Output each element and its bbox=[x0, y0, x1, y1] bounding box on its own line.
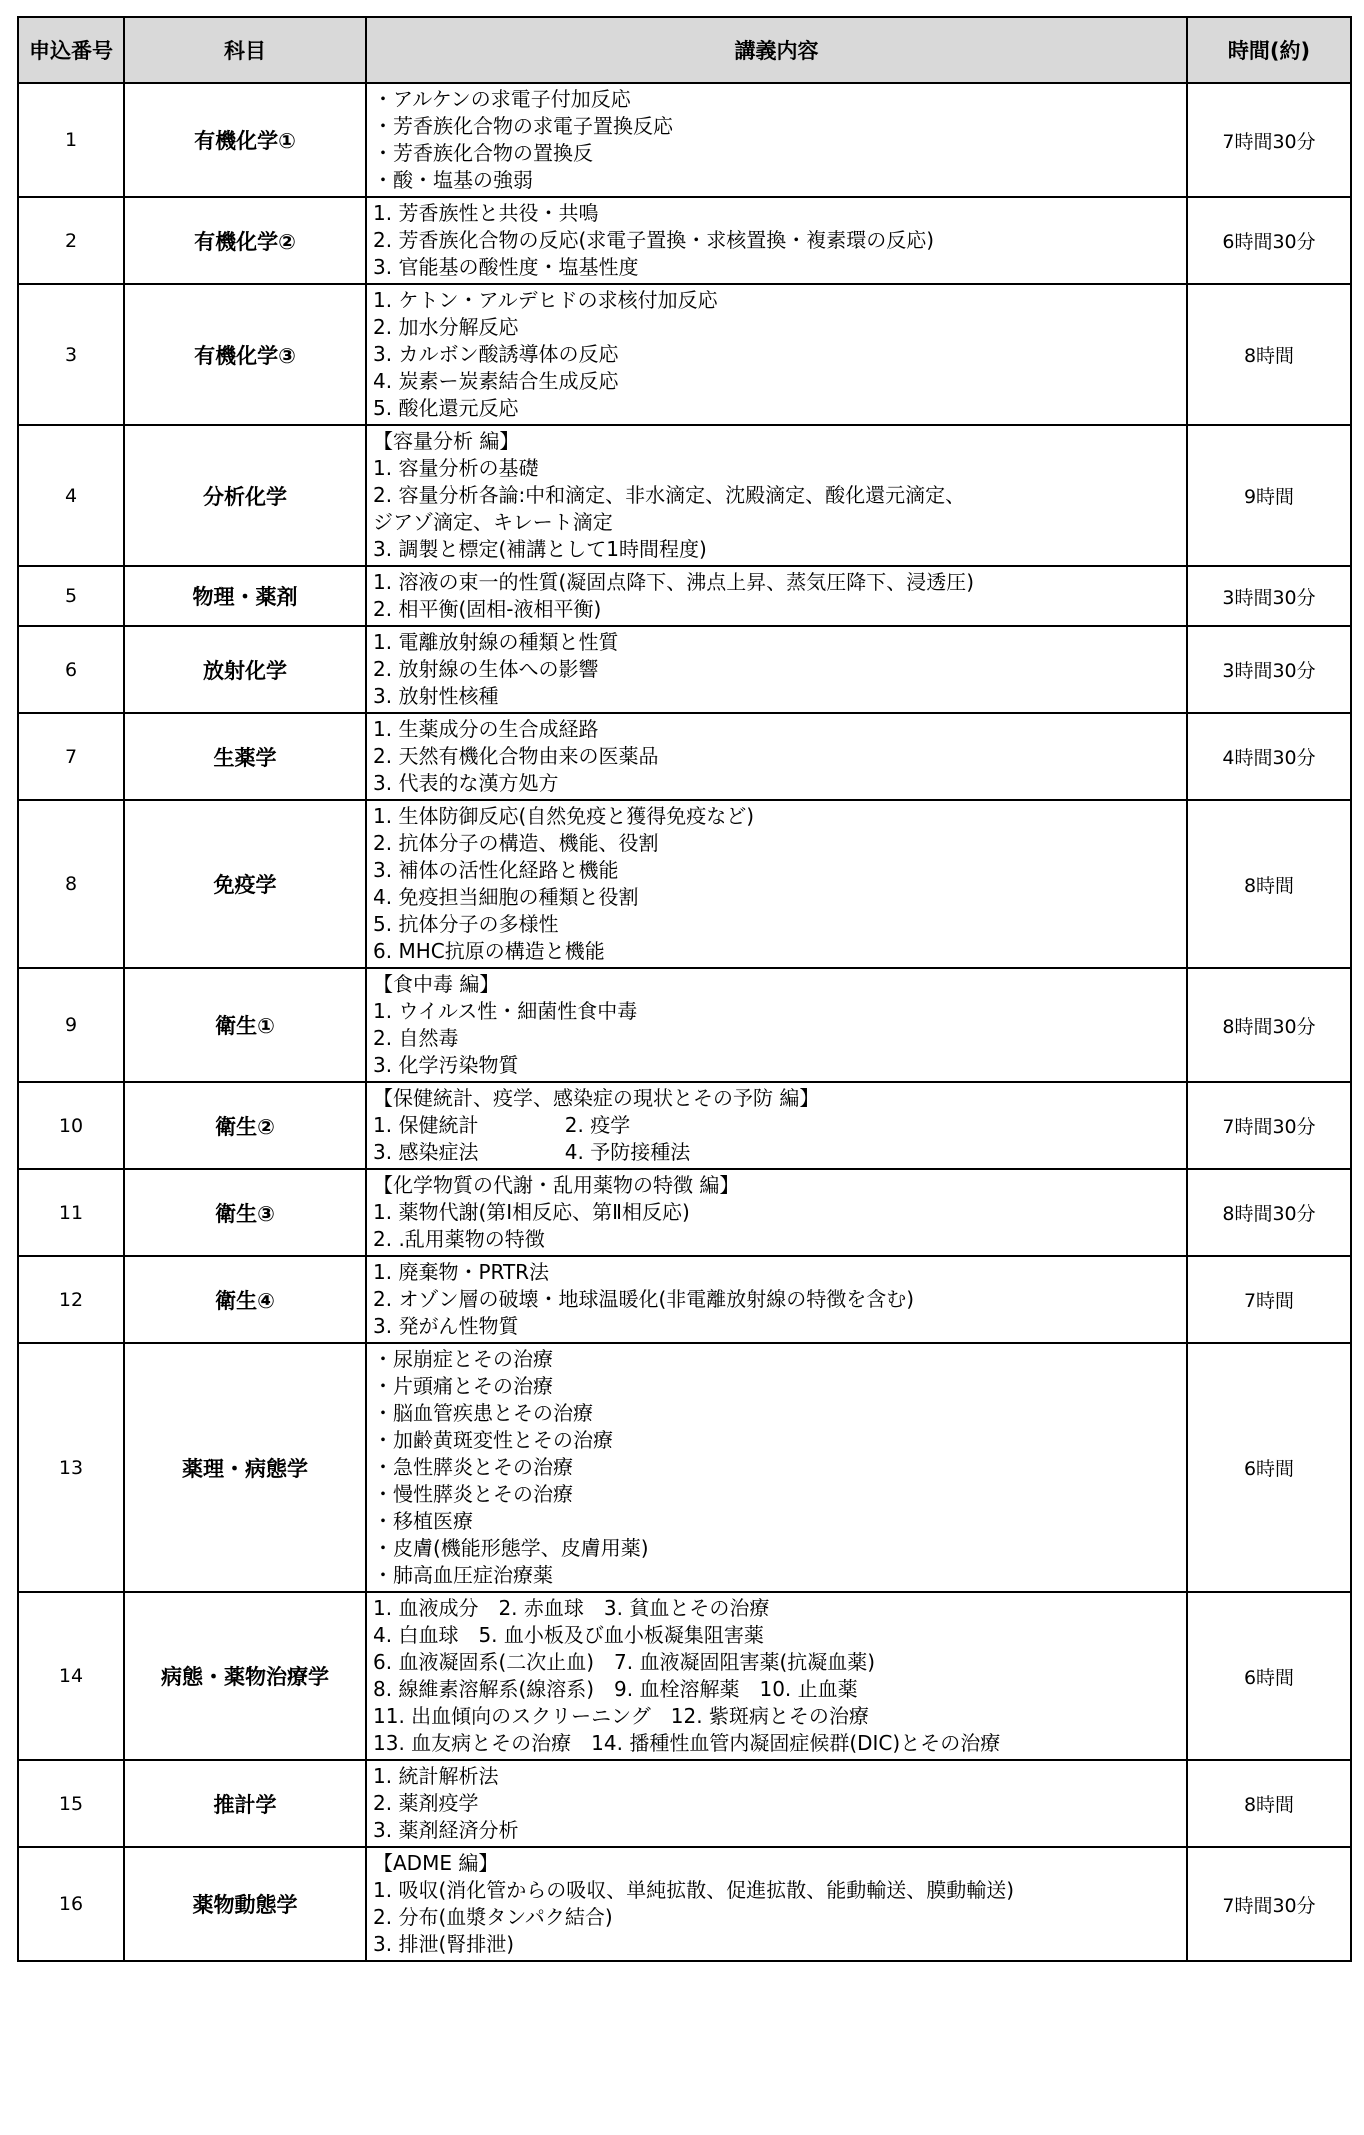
lecture-content-line: 2. 容量分析各論:中和滴定、非水滴定、沈殿滴定、酸化還元滴定、 bbox=[373, 483, 966, 507]
application-number: 4 bbox=[18, 425, 124, 566]
lecture-time: 8時間 bbox=[1187, 800, 1351, 968]
lecture-time: 4時間30分 bbox=[1187, 713, 1351, 800]
lecture-content-line: 2. 芳香族化合物の反応(求電子置換・求核置換・複素環の反応) bbox=[373, 228, 935, 252]
lecture-content-line: 3. 排泄(腎排泄) bbox=[373, 1932, 515, 1956]
lecture-content bbox=[366, 1343, 1187, 1592]
lecture-content bbox=[366, 1847, 1187, 1961]
table-row bbox=[18, 1256, 1351, 1343]
lecture-content-line: ・慢性膵炎とその治療 bbox=[373, 1482, 573, 1506]
lecture-content-line: 【容量分析 編】 bbox=[373, 429, 520, 453]
lecture-content bbox=[366, 968, 1187, 1082]
lecture-content-line: 3. 官能基の酸性度・塩基性度 bbox=[373, 255, 639, 279]
lecture-content-line: 1. 容量分析の基礎 bbox=[373, 456, 539, 480]
application-number: 14 bbox=[18, 1592, 124, 1760]
lecture-content-line: ・尿崩症とその治療 bbox=[373, 1347, 553, 1371]
lecture-content bbox=[366, 566, 1187, 626]
lecture-time: 6時間 bbox=[1187, 1343, 1351, 1592]
lecture-content-line: 1. 薬物代謝(第Ⅰ相反応、第Ⅱ相反応) bbox=[373, 1200, 690, 1224]
lecture-content-line: 3. カルボン酸誘導体の反応 bbox=[373, 342, 619, 366]
lecture-content-line: 2. 自然毒 bbox=[373, 1026, 459, 1050]
subject-name: 分析化学 bbox=[124, 425, 366, 566]
subject-name: 放射化学 bbox=[124, 626, 366, 713]
lecture-content-line: ジアゾ滴定、キレート滴定 bbox=[373, 510, 613, 534]
table-row bbox=[18, 1847, 1351, 1961]
application-number: 3 bbox=[18, 284, 124, 425]
lecture-content-line: 2. 相平衡(固相-液相平衡) bbox=[373, 597, 602, 621]
lecture-content-line: 5. 抗体分子の多様性 bbox=[373, 912, 559, 936]
lecture-content-line: 1. ケトン・アルデヒドの求核付加反応 bbox=[373, 288, 718, 312]
subject-name: 物理・薬剤 bbox=[124, 566, 366, 626]
subject-name: 有機化学③ bbox=[124, 284, 366, 425]
table-header-row bbox=[18, 17, 1351, 83]
lecture-content-line: 【ADME 編】 bbox=[373, 1851, 499, 1875]
lecture-content bbox=[366, 1082, 1187, 1169]
lecture-content-line: ・芳香族化合物の求電子置換反応 bbox=[373, 114, 673, 138]
lecture-content-line: 3. 発がん性物質 bbox=[373, 1314, 519, 1338]
table-body bbox=[18, 83, 1351, 1961]
lecture-content-line: 3. 補体の活性化経路と機能 bbox=[373, 858, 619, 882]
lecture-content bbox=[366, 713, 1187, 800]
lecture-content-line: 1. 保健統計 2. 疫学 bbox=[373, 1113, 631, 1137]
lecture-content-line: ・芳香族化合物の置換反 bbox=[373, 141, 593, 165]
table-row bbox=[18, 1592, 1351, 1760]
application-number: 6 bbox=[18, 626, 124, 713]
lecture-content-line: 6. MHC抗原の構造と機能 bbox=[373, 939, 605, 963]
lecture-content bbox=[366, 197, 1187, 284]
lecture-content bbox=[366, 1592, 1187, 1760]
lecture-content-line: ・急性膵炎とその治療 bbox=[373, 1455, 573, 1479]
subject-name: 推計学 bbox=[124, 1760, 366, 1847]
lecture-time: 3時間30分 bbox=[1187, 626, 1351, 713]
header-number: 申込番号 bbox=[18, 17, 124, 83]
header-content: 講義内容 bbox=[366, 17, 1187, 83]
lecture-content-line: 1. 電離放射線の種類と性質 bbox=[373, 630, 619, 654]
lecture-content-line: 1. 血液成分 2. 赤血球 3. 貧血とその治療 bbox=[373, 1596, 770, 1620]
lecture-content-line: 11. 出血傾向のスクリーニング 12. 紫斑病とその治療 bbox=[373, 1704, 869, 1728]
course-table-sheet bbox=[17, 16, 1350, 2120]
lecture-time: 7時間30分 bbox=[1187, 1082, 1351, 1169]
lecture-content-line: ・移植医療 bbox=[373, 1509, 473, 1533]
table-row bbox=[18, 1343, 1351, 1592]
table-row bbox=[18, 1082, 1351, 1169]
subject-name: 薬理・病態学 bbox=[124, 1343, 366, 1592]
lecture-time: 8時間 bbox=[1187, 1760, 1351, 1847]
table-row bbox=[18, 626, 1351, 713]
lecture-content-line: ・肺高血圧症治療薬 bbox=[373, 1563, 553, 1587]
table-row bbox=[18, 968, 1351, 1082]
lecture-content-line: 8. 線維素溶解系(線溶系) 9. 血栓溶解薬 10. 止血薬 bbox=[373, 1677, 858, 1701]
lecture-content-line: 2. 薬剤疫学 bbox=[373, 1791, 479, 1815]
application-number: 2 bbox=[18, 197, 124, 284]
lecture-content-line: ・皮膚(機能形態学、皮膚用薬) bbox=[373, 1536, 649, 1560]
lecture-content-line: 4. 炭素ー炭素結合生成反応 bbox=[373, 369, 619, 393]
lecture-content-line: ・加齢黄斑変性とその治療 bbox=[373, 1428, 613, 1452]
lecture-content bbox=[366, 626, 1187, 713]
table-row bbox=[18, 1760, 1351, 1847]
subject-name: 有機化学① bbox=[124, 83, 366, 197]
table-row bbox=[18, 284, 1351, 425]
lecture-time: 9時間 bbox=[1187, 425, 1351, 566]
header-time: 時間(約) bbox=[1187, 17, 1351, 83]
lecture-content-line: 6. 血液凝固系(二次止血) 7. 血液凝固阻害薬(抗凝血薬) bbox=[373, 1650, 876, 1674]
application-number: 5 bbox=[18, 566, 124, 626]
lecture-content-line: 1. 吸収(消化管からの吸収、単純拡散、促進拡散、能動輸送、膜動輸送) bbox=[373, 1878, 1015, 1902]
subject-name: 衛生④ bbox=[124, 1256, 366, 1343]
lecture-content-line: ・片頭痛とその治療 bbox=[373, 1374, 553, 1398]
lecture-content-line: 4. 白血球 5. 血小板及び血小板凝集阻害薬 bbox=[373, 1623, 764, 1647]
subject-name: 衛生① bbox=[124, 968, 366, 1082]
table-row bbox=[18, 197, 1351, 284]
lecture-content-line: 1. 生体防御反応(自然免疫と獲得免疫など) bbox=[373, 804, 755, 828]
subject-name: 衛生② bbox=[124, 1082, 366, 1169]
lecture-content-line: 2. 天然有機化合物由来の医薬品 bbox=[373, 744, 659, 768]
lecture-content-line: 1. ウイルス性・細菌性食中毒 bbox=[373, 999, 638, 1023]
lecture-content-line: 2. 放射線の生体への影響 bbox=[373, 657, 599, 681]
lecture-time: 8時間30分 bbox=[1187, 968, 1351, 1082]
lecture-content-line: 3. 薬剤経済分析 bbox=[373, 1818, 519, 1842]
lecture-time: 7時間 bbox=[1187, 1256, 1351, 1343]
application-number: 1 bbox=[18, 83, 124, 197]
header-subject: 科目 bbox=[124, 17, 366, 83]
subject-name: 病態・薬物治療学 bbox=[124, 1592, 366, 1760]
lecture-content-line: ・酸・塩基の強弱 bbox=[373, 168, 533, 192]
lecture-content bbox=[366, 1760, 1187, 1847]
table-row bbox=[18, 566, 1351, 626]
lecture-content-line: 【保健統計、疫学、感染症の現状とその予防 編】 bbox=[373, 1086, 820, 1110]
lecture-content-line: 2. 抗体分子の構造、機能、役割 bbox=[373, 831, 659, 855]
lecture-time: 3時間30分 bbox=[1187, 566, 1351, 626]
application-number: 16 bbox=[18, 1847, 124, 1961]
lecture-content-line: 2. .乱用薬物の特徴 bbox=[373, 1227, 545, 1251]
table-row bbox=[18, 1169, 1351, 1256]
lecture-content bbox=[366, 284, 1187, 425]
lecture-content-line: 3. 感染症法 4. 予防接種法 bbox=[373, 1140, 691, 1164]
lecture-content bbox=[366, 1169, 1187, 1256]
subject-name: 薬物動態学 bbox=[124, 1847, 366, 1961]
lecture-content-line: 2. 加水分解反応 bbox=[373, 315, 519, 339]
lecture-time: 6時間 bbox=[1187, 1592, 1351, 1760]
lecture-time: 7時間30分 bbox=[1187, 83, 1351, 197]
subject-name: 免疫学 bbox=[124, 800, 366, 968]
lecture-time: 8時間 bbox=[1187, 284, 1351, 425]
lecture-time: 8時間30分 bbox=[1187, 1169, 1351, 1256]
lecture-content bbox=[366, 425, 1187, 566]
lecture-time: 7時間30分 bbox=[1187, 1847, 1351, 1961]
application-number: 8 bbox=[18, 800, 124, 968]
lecture-content-line: 13. 血友病とその治療 14. 播種性血管内凝固症候群(DIC)とその治療 bbox=[373, 1731, 1001, 1755]
lecture-time: 6時間30分 bbox=[1187, 197, 1351, 284]
subject-name: 衛生③ bbox=[124, 1169, 366, 1256]
lecture-content-line: 1. 溶液の束一的性質(凝固点降下、沸点上昇、蒸気圧降下、浸透圧) bbox=[373, 570, 975, 594]
lecture-content bbox=[366, 83, 1187, 197]
lecture-content-line: ・脳血管疾患とその治療 bbox=[373, 1401, 593, 1425]
lecture-content-line: 2. オゾン層の破壊・地球温暖化(非電離放射線の特徴を含む) bbox=[373, 1287, 915, 1311]
lecture-content-line: 4. 免疫担当細胞の種類と役割 bbox=[373, 885, 639, 909]
application-number: 15 bbox=[18, 1760, 124, 1847]
application-number: 10 bbox=[18, 1082, 124, 1169]
lecture-content-line: ・アルケンの求電子付加反応 bbox=[373, 87, 631, 111]
table-row bbox=[18, 800, 1351, 968]
lecture-content-line: 1. 芳香族性と共役・共鳴 bbox=[373, 201, 599, 225]
application-number: 12 bbox=[18, 1256, 124, 1343]
application-number: 9 bbox=[18, 968, 124, 1082]
lecture-content-line: 1. 廃棄物・PRTR法 bbox=[373, 1260, 550, 1284]
subject-name: 有機化学② bbox=[124, 197, 366, 284]
lecture-content-line: 【化学物質の代謝・乱用薬物の特徴 編】 bbox=[373, 1173, 740, 1197]
lecture-content bbox=[366, 1256, 1187, 1343]
application-number: 13 bbox=[18, 1343, 124, 1592]
course-table bbox=[17, 16, 1352, 1962]
lecture-content-line: 1. 生薬成分の生合成経路 bbox=[373, 717, 599, 741]
lecture-content-line: 【食中毒 編】 bbox=[373, 972, 500, 996]
subject-name: 生薬学 bbox=[124, 713, 366, 800]
lecture-content-line: 5. 酸化還元反応 bbox=[373, 396, 519, 420]
lecture-content-line: 3. 放射性核種 bbox=[373, 684, 499, 708]
application-number: 7 bbox=[18, 713, 124, 800]
lecture-content-line: 1. 統計解析法 bbox=[373, 1764, 499, 1788]
table-row bbox=[18, 713, 1351, 800]
table-row bbox=[18, 83, 1351, 197]
lecture-content-line: 3. 代表的な漢方処方 bbox=[373, 771, 559, 795]
lecture-content bbox=[366, 800, 1187, 968]
lecture-content-line: 3. 調製と標定(補講として1時間程度) bbox=[373, 537, 707, 561]
application-number: 11 bbox=[18, 1169, 124, 1256]
lecture-content-line: 2. 分布(血漿タンパク結合) bbox=[373, 1905, 613, 1929]
lecture-content-line: 3. 化学汚染物質 bbox=[373, 1053, 519, 1077]
table-row bbox=[18, 425, 1351, 566]
